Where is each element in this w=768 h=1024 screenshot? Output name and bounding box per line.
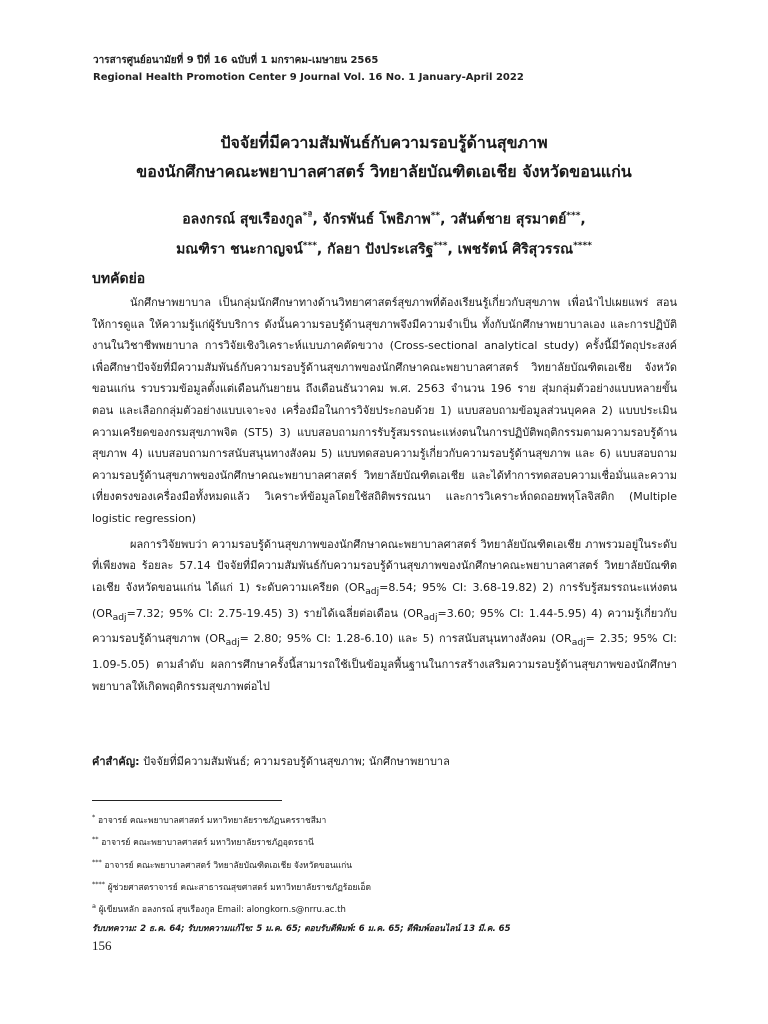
footnote-mark: * bbox=[92, 813, 96, 821]
author-mark: *ª bbox=[302, 211, 313, 221]
subscript-adj: adj bbox=[571, 637, 586, 649]
author-mark: **** bbox=[573, 240, 592, 251]
keywords bbox=[92, 752, 677, 772]
footnote-item bbox=[92, 897, 692, 919]
abstract-text: = 2.35; 95% CI: 1.09-5.05) ตามลำดับ ผลการศึกษาครั้งนี้สามารถใช้เป็นข้อมูลพื้นฐานในการสร้างเสริมความรอบรู้ด้านสุขภาพของนักศึกษาพยาบาลให้เกิดพฤติกรรมสุขภาพต่อไป bbox=[92, 632, 677, 693]
paper-title bbox=[40, 128, 728, 186]
footnote-text: ผู้เขียนหลัก อลงกรณ์ สุขเรืองกูล Email: alongkorn.s@nrru.ac.th bbox=[98, 905, 346, 916]
author-name: เพชรัตน์ ศิริสุวรรณ bbox=[457, 241, 574, 258]
footnote-item bbox=[92, 830, 692, 852]
author-name: จักรพันธ์ โพธิภาพ bbox=[322, 211, 431, 228]
keywords-text: ปัจจัยที่มีความสัมพันธ์; ความรอบรู้ด้านสุขภาพ; นักศึกษาพยาบาล bbox=[143, 755, 450, 768]
subscript-adj: adj bbox=[225, 637, 240, 649]
author-line-1 bbox=[40, 203, 728, 233]
footnote-mark: *** bbox=[92, 857, 102, 866]
author-separator: , bbox=[447, 241, 458, 258]
author-list bbox=[40, 203, 728, 262]
abstract-heading: บทคัดย่อ bbox=[92, 271, 146, 287]
footnote-text: อาจารย์ คณะพยาบาลศาสตร์ มหาวิทยาลัยราชภัฏอุดรธานี bbox=[101, 838, 314, 849]
abstract-text: =7.32; 95% CI: 2.75-19.45) 3) รายได้เฉลี่ยต่อเดือน (OR bbox=[126, 606, 424, 620]
author-mark: *** bbox=[302, 240, 317, 251]
author-separator: , bbox=[440, 211, 451, 228]
abstract-body bbox=[92, 292, 677, 697]
author-name: มณฑิรา ชนะกาญจน์ bbox=[176, 241, 303, 258]
author-name: กัลยา ปังประเสริฐ bbox=[327, 241, 434, 258]
journal-en-issue: Vol. 16 No. 1 January-April 2022 bbox=[343, 72, 524, 83]
subscript-adj: adj bbox=[112, 611, 127, 623]
abstract-text: ผลการวิจัยพบว่า ความรอบรู้ด้านสุขภาพของนักศึกษาคณะพยาบาลศาสตร์ วิทยาลัยบัณฑิตเอเชีย ภาพรวมอยู่ในระดับที่เพียงพอ ร้อยละ 57.14 ปัจจัยที่มีความสัมพันธ์กับความรอบรู้ด้านสุขภาพของนักศึกษาคณะพยาบาลศาสตร์ วิทยาลัยบัณฑิตเอเชีย จังหวัดขอนแก่น ได้แก่ 1) ระดับความเครียด (OR bbox=[92, 537, 677, 594]
subscript-adj: adj bbox=[365, 585, 380, 597]
footnote-item bbox=[92, 875, 692, 897]
footnotes bbox=[92, 808, 692, 938]
journal-en-name: Regional Health Promotion Center 9 Journal bbox=[93, 72, 341, 83]
journal-header bbox=[93, 52, 524, 86]
footnote-mark: **** bbox=[92, 879, 105, 888]
abstract-text: =3.60; 95% CI: 1.44-5.95) 4) ความรู้เกี่ยวกับความรอบรู้ด้านสุขภาพ (OR bbox=[92, 606, 677, 646]
keywords-label: คำสำคัญ: bbox=[92, 755, 140, 768]
received-dates: รับบทความ: 2 ธ.ค. 64; รับบทความแก้ไข: 5 ม.ค. 65; ตอบรับตีพิมพ์: 6 ม.ค. 65; ตีพิมพ์ออนไลน์ 13 มี.ค. 65 bbox=[92, 923, 511, 934]
footnote-text: อาจารย์ คณะพยาบาลศาสตร์ มหาวิทยาลัยราชภัฏนครราชสีมา bbox=[97, 815, 327, 826]
abstract-paragraph-2 bbox=[92, 534, 677, 698]
author-name: อลงกรณ์ สุขเรืองกูล bbox=[182, 211, 303, 228]
author-separator: , bbox=[580, 211, 586, 228]
title-line-2: ของนักศึกษาคณะพยาบาลศาสตร์ วิทยาลัยบัณฑิตเอเชีย จังหวัดขอนแก่น bbox=[136, 162, 632, 181]
abstract-text: = 2.80; 95% CI: 1.28-6.10) และ 5) การสนับสนุนทางสังคม (OR bbox=[239, 632, 572, 646]
footnote-text: ผู้ช่วยศาสตราจารย์ คณะสาธารณสุขศาสตร์ มหาวิทยาลัยราชภัฏร้อยเอ็ด bbox=[107, 882, 371, 893]
abstract-paragraph-1: นักศึกษาพยาบาล เป็นกลุ่มนักศึกษาทางด้านวิทยาศาสตร์สุขภาพที่ต้องเรียนรู้เกี่ยวกับสุขภาพ เพื่อนำไปเผยแพร่ สอน ให้การดูแล ให้ความรู้แก่ผู้รับบริการ ดังนั้นความรอบรู้ด้านสุขภาพจึงมีความจำเป็น ทั้งกับนักศึกษาพยาบาลเอง และการปฏิบัติงานในวิชาชีพพยาบาล การวิจัยเชิงวิเคราะห์แบบภาคตัดขวาง (Cross-sectional analytical study) ครั้งนี้มีวัตถุประสงค์เพื่อศึกษาปัจจัยที่มีความสัมพันธ์กับความรอบรู้ด้านสุขภาพของนักศึกษาคณะพยาบาลศาสตร์ วิทยาลัยบัณฑิตเอเชีย จังหวัดขอนแก่น รวบรวมข้อมูลตั้งแต่เดือนกันยายน ถึงเดือนธันวาคม พ.ศ. 2563 จำนวน 196 ราย สุ่มกลุ่มตัวอย่างแบบหลายขั้นตอน และเลือกกลุ่มตัวอย่างแบบเจาะจง เครื่องมือในการวิจัยประกอบด้วย 1) แบบสอบถามข้อมูลส่วนบุคคล 2) แบบประเมินความเครียดของกรมสุขภาพจิต (ST5) 3) แบบสอบถามการรับรู้สมรรถนะแห่งตนในการปฏิบัติพฤติกรรมตามความรอบรู้ด้านสุขภาพ 4) แบบสอบถามการสนับสนุนทางสังคม 5) แบบทดสอบความรู้เกี่ยวกับความรอบรู้ด้านสุขภาพ และ 6) แบบสอบถามความรอบรู้ด้านสุขภาพของนักศึกษาคณะพยาบาลศาสตร์ วิทยาลัยบัณฑิตเอเชีย และได้ทำการทดสอบความเชื่อมั่นและความเที่ยงตรงของเครื่องมือทั้งหมดแล้ว วิเคราะห์ข้อมูลโดยใช้สถิติพรรณนา และการวิเคราะห์ถดถอยพหุโลจิสติก (Multiple logistic regression) bbox=[92, 296, 677, 525]
footnote-divider bbox=[92, 800, 282, 801]
author-mark: *** bbox=[433, 240, 448, 251]
footnote-mark: a bbox=[92, 902, 96, 911]
footnote-item bbox=[92, 808, 692, 830]
journal-en-line bbox=[93, 69, 524, 86]
page-number: 156 bbox=[92, 938, 112, 953]
author-separator: , bbox=[312, 211, 323, 228]
author-name: วสันต์ชาย สุรมาตย์ bbox=[450, 211, 567, 228]
journal-thai-line: วารสารศูนย์อนามัยที่ 9 ปีที่ 16 ฉบับที่ 1 มกราคม-เมษายน 2565 bbox=[93, 55, 379, 66]
footnote-text: อาจารย์ คณะพยาบาลศาสตร์ วิทยาลัยบัณฑิตเอเชีย จังหวัดขอนแก่น bbox=[104, 860, 353, 871]
footnote-item bbox=[92, 853, 692, 875]
abstract-text: =8.54; 95% CI: 3.68-19.82) 2) การรับรู้สมรรถนะแห่งตน (OR bbox=[92, 580, 677, 620]
author-line-2 bbox=[40, 233, 728, 263]
subscript-adj: adj bbox=[423, 611, 438, 623]
author-separator: , bbox=[316, 241, 328, 258]
title-line-1: ปัจจัยที่มีความสัมพันธ์กับความรอบรู้ด้านสุขภาพ bbox=[220, 133, 548, 152]
author-mark: ** bbox=[430, 211, 441, 221]
author-mark: *** bbox=[566, 211, 581, 221]
footnote-mark: ** bbox=[92, 835, 99, 844]
